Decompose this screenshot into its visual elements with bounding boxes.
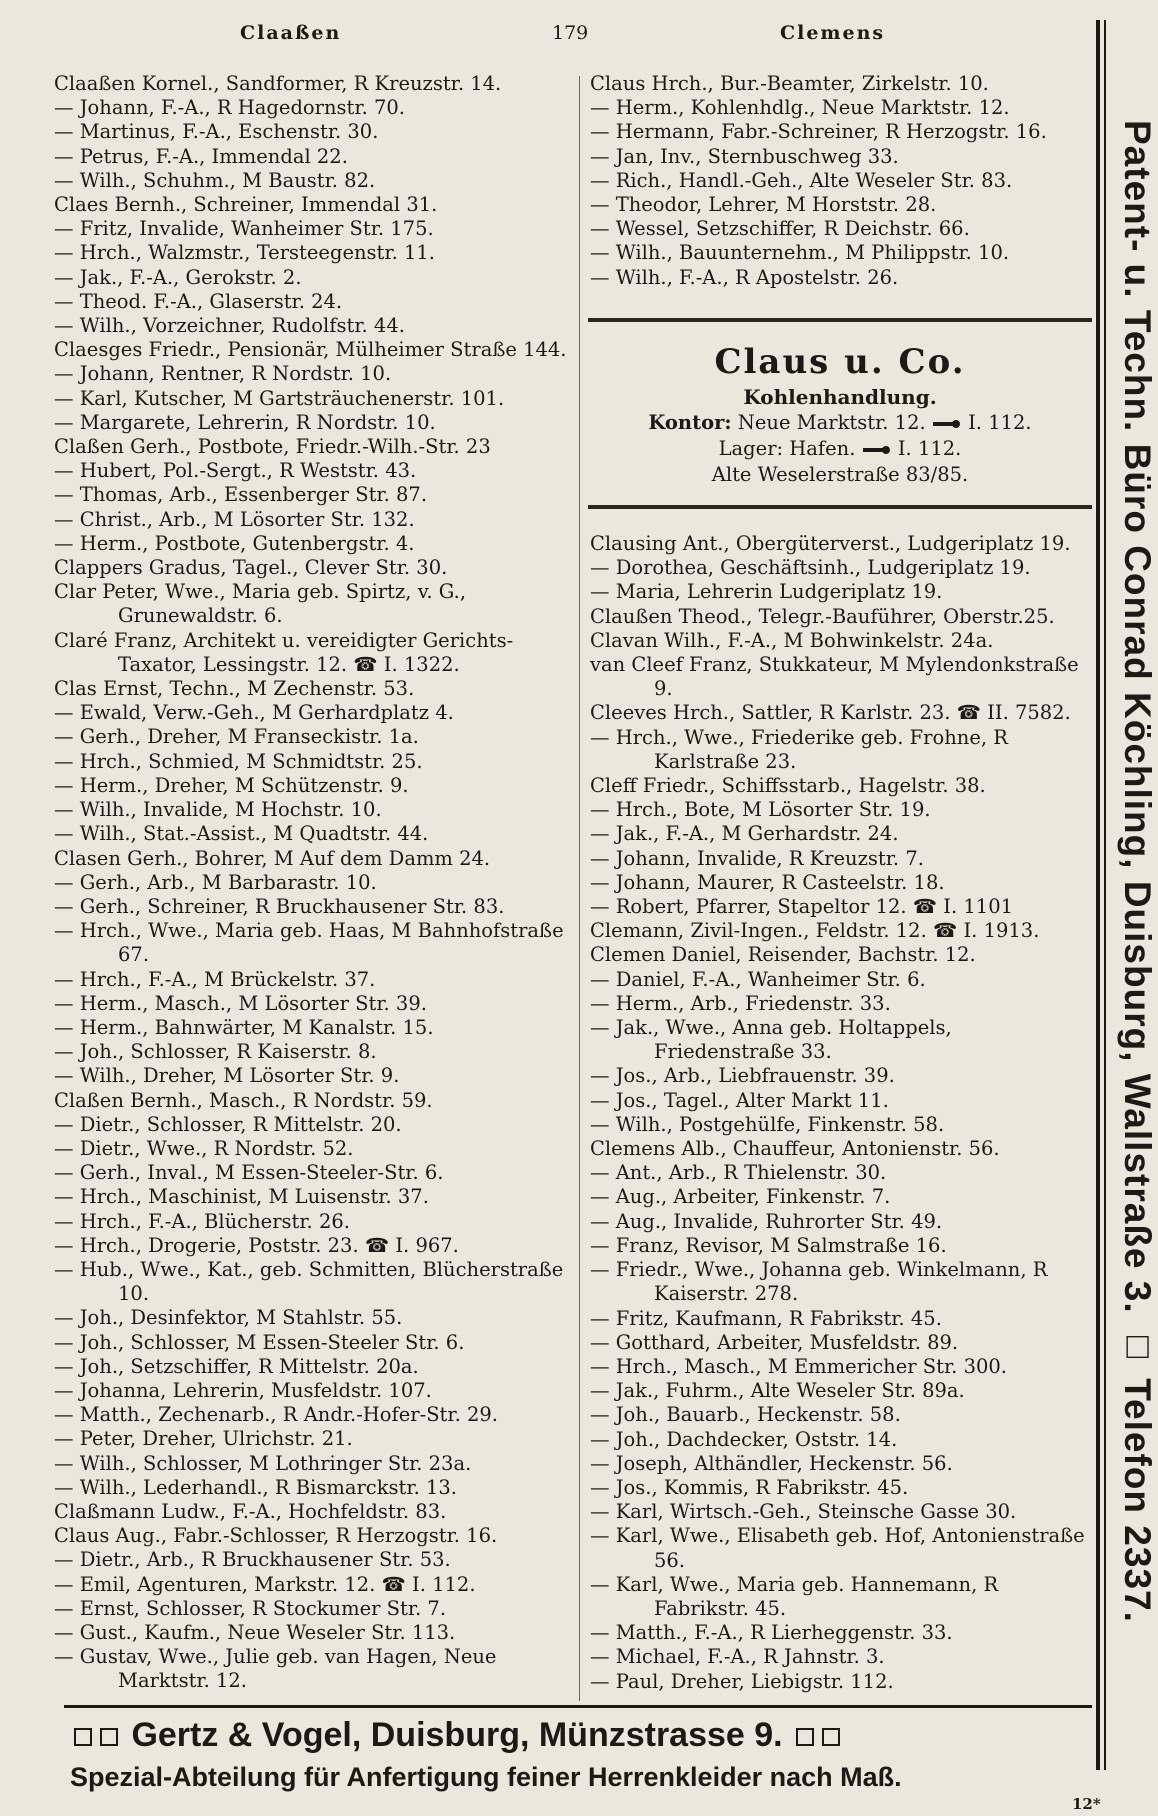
list-item: — Dietr., Wwe., R Nordstr. 52. (54, 1136, 354, 1160)
list-item: — Joh., Bauarb., Heckenstr. 58. (590, 1403, 901, 1427)
kontor-label: Kontor: (648, 411, 732, 434)
telephone-icon (932, 419, 962, 429)
ad-lager-line (588, 436, 1092, 462)
telephone-icon (862, 445, 892, 455)
list-item: — Wilh., Invalide, M Hochstr. 10. (54, 798, 382, 822)
list-item: — Hrch., Walzmstr., Tersteegenstr. 11. (54, 241, 435, 265)
list-item: — Jos., Arb., Liebfrauenstr. 39. (590, 1064, 895, 1088)
list-item: — Hrch., Schmied, M Schmidtstr. 25. (54, 749, 423, 773)
list-item: — Dorothea, Geschäftsinh., Ludgeriplatz 19. (590, 556, 1031, 580)
list-item: — Hermann, Fabr.-Schreiner, R Herzogstr. 16. (590, 120, 1047, 144)
list-item: — Hrch., Bote, M Lösorter Str. 19. (590, 798, 931, 822)
rule-divider (588, 318, 1092, 322)
list-item: — Aug., Arbeiter, Finkenstr. 7. (590, 1185, 891, 1209)
list-item: — Jak., Fuhrm., Alte Weseler Str. 89a. (590, 1379, 965, 1403)
list-item: — Thomas, Arb., Essenberger Str. 87. (54, 483, 428, 507)
page-signature-mark: 12* (1072, 1795, 1101, 1813)
list-item: — Martinus, F.-A., Eschenstr. 30. (54, 120, 379, 144)
list-item: — Herm., Dreher, M Schützenstr. 9. (54, 773, 409, 797)
sidebar-advert: Patent- u. Techn. Büro Conrad Köchling, Duisburg, Wallstraße 3. □ Telefon 2337. (1117, 120, 1158, 1623)
list-item: — Daniel, F.-A., Wanheimer Str. 6. (590, 967, 926, 991)
list-item: — Aug., Invalide, Ruhrorter Str. 49. (590, 1209, 943, 1233)
list-item: — Jak., F.-A., M Gerhardstr. 24. (590, 822, 899, 846)
list-item: — Hub., Wwe., Kat., geb. Schmitten, Blücherstraße 10. (54, 1257, 564, 1306)
list-item: — Joh., Dachdecker, Oststr. 14. (590, 1427, 898, 1451)
list-item: — Hubert, Pol.-Sergt., R Weststr. 43. (54, 459, 417, 483)
list-item: — Wilh., Dreher, M Lösorter Str. 9. (54, 1064, 400, 1088)
list-item: Claußen Theod., Telegr.-Bauführer, Oberstr.25. (590, 604, 1055, 628)
list-item: — Wilh., Schuhm., M Baustr. 82. (54, 168, 376, 192)
list-item: — Ernst, Schlosser, R Stockumer Str. 7. (54, 1596, 447, 1620)
list-item: — Theod. F.-A., Glaserstr. 24. (54, 289, 343, 313)
list-item: — Gotthard, Arbeiter, Musfeldstr. 89. (590, 1330, 959, 1354)
list-item: — Karl, Wwe., Maria geb. Hannemann, R Fabrikstr. 45. (590, 1572, 999, 1620)
list-item: Clasen Gerh., Bohrer, M Auf dem Damm 24. (54, 846, 491, 870)
list-item: — Herm., Masch., M Lösorter Str. 39. (54, 991, 427, 1015)
right-column-bottom (590, 532, 1090, 1694)
list-item: — Joh., Setzschiffer, R Mittelstr. 20a. (54, 1354, 419, 1378)
list-item: van Cleef Franz, Stukkateur, M Mylendonkstraße 9. (590, 653, 1079, 701)
list-item: — Michael, F.-A., R Jahnstr. 3. (590, 1645, 885, 1669)
list-item: Clappers Gradus, Tagel., Clever Str. 30. (54, 556, 448, 580)
list-item: — Jos., Kommis, R Fabrikstr. 45. (590, 1475, 909, 1499)
right-column-top (590, 72, 1090, 290)
list-item: Clavan Wilh., F.-A., M Bohwinkelstr. 24a. (590, 628, 994, 652)
list-item: — Wilh., Bauunternehm., M Philippstr. 10. (590, 241, 1010, 265)
list-item: — Wilh., F.-A., R Apostelstr. 26. (590, 265, 899, 289)
list-item: Claesges Friedr., Pensionär, Mülheimer Straße 144. (54, 338, 567, 362)
list-item: Claßen Gerh., Postbote, Friedr.-Wilh.-Str. 23 (54, 435, 491, 459)
list-item: Clas Ernst, Techn., M Zechenstr. 53. (54, 677, 415, 701)
list-item: — Herm., Bahnwärter, M Kanalstr. 15. (54, 1015, 434, 1039)
list-item: — Dietr., Arb., R Bruckhausener Str. 53. (54, 1548, 451, 1572)
list-item: — Hrch., Maschinist, M Luisenstr. 37. (54, 1185, 429, 1209)
list-item: — Margarete, Lehrerin, R Nordstr. 10. (54, 410, 436, 434)
list-item: — Peter, Dreher, Ulrichstr. 21. (54, 1427, 353, 1451)
kontor-address: Neue Marktstr. 12. (737, 411, 926, 434)
list-item: — Karl, Wirtsch.-Geh., Steinsche Gasse 30. (590, 1500, 1017, 1524)
list-item: — Matth., Zechenarb., R Andr.-Hofer-Str. 29. (54, 1403, 498, 1427)
list-item: — Petrus, F.-A., Immendal 22. (54, 144, 348, 168)
page-number: 179 (552, 22, 589, 44)
list-item: — Karl, Wwe., Elisabeth geb. Hof, Antonienstraße 56. (590, 1524, 1085, 1572)
list-item: Cleeves Hrch., Sattler, R Karlstr. 23. ☎ II. 7582. (590, 701, 1071, 725)
list-item: — Hrch., Wwe., Friederike geb. Frohne, R Karlstraße 23. (590, 725, 1008, 773)
ad-kontor-line (588, 410, 1092, 436)
list-item: — Wilh., Schlosser, M Lothringer Str. 23a. (54, 1451, 472, 1475)
list-item: — Fritz, Invalide, Wanheimer Str. 175. (54, 217, 434, 241)
list-item: — Rich., Handl.-Geh., Alte Weseler Str. 83. (590, 168, 1013, 192)
list-item: — Johann, Maurer, R Casteelstr. 18. (590, 870, 945, 894)
list-item: — Johann, Invalide, R Kreuzstr. 7. (590, 846, 924, 870)
lager-label: Lager: (718, 437, 784, 460)
list-item: — Joh., Schlosser, R Kaiserstr. 8. (54, 1040, 377, 1064)
rule-divider (588, 505, 1092, 509)
list-item: — Gustav, Wwe., Julie geb. van Hagen, Neue Marktstr. 12. (54, 1645, 497, 1693)
list-item: — Jan, Inv., Sternbuschweg 33. (590, 144, 899, 168)
list-item: — Emil, Agenturen, Markstr. 12. ☎ I. 112. (54, 1572, 476, 1596)
list-item: — Hrch., Masch., M Emmericher Str. 300. (590, 1354, 1007, 1378)
list-item: — Friedr., Wwe., Johanna geb. Winkelmann, R Kaiserstr. 278. (590, 1258, 1048, 1306)
list-item: — Ewald, Verw.-Geh., M Gerhardplatz 4. (54, 701, 454, 725)
list-item: — Hrch., F.-A., Blücherstr. 26. (54, 1209, 350, 1233)
list-item: — Hrch., F.-A., M Brückelstr. 37. (54, 967, 376, 991)
list-item: — Gerh., Arb., M Barbarastr. 10. (54, 870, 377, 894)
list-item: — Dietr., Schlosser, R Mittelstr. 20. (54, 1112, 402, 1136)
list-item: Clausing Ant., Obergüterverst., Ludgeriplatz 19. (590, 532, 1071, 555)
list-item: — Jos., Tagel., Alter Markt 11. (590, 1088, 889, 1112)
column-divider (579, 76, 580, 1701)
ad-title: Claus u. Co. (714, 342, 966, 382)
square-ornament-icon (822, 1728, 840, 1746)
list-item: Clemens Alb., Chauffeur, Antonienstr. 56. (590, 1137, 1000, 1161)
list-item: Cleff Friedr., Schiffsstarb., Hagelstr. 38. (590, 774, 986, 798)
square-ornament-icon (74, 1728, 92, 1746)
list-item: — Hrch., Drogerie, Poststr. 23. ☎ I. 967. (54, 1233, 459, 1257)
list-item: — Wilh., Vorzeichner, Rudolfstr. 44. (54, 314, 405, 338)
list-item: — Maria, Lehrerin Ludgeriplatz 19. (590, 580, 943, 604)
sidebar-rule (1104, 20, 1106, 1770)
list-item: — Hrch., Wwe., Maria geb. Haas, M Bahnhofstraße 67. (54, 919, 564, 967)
list-item: Clemen Daniel, Reisender, Bachstr. 12. (590, 943, 976, 967)
list-item: — Theodor, Lehrer, M Horststr. 28. (590, 193, 937, 217)
list-item: — Johanna, Lehrerin, Musfeldstr. 107. (54, 1378, 432, 1402)
list-item: — Herm., Postbote, Gutenbergstr. 4. (54, 531, 415, 555)
list-item: — Gerh., Schreiner, R Bruckhausener Str. 83. (54, 894, 505, 918)
square-ornament-icon (796, 1728, 814, 1746)
footer-advert-line1 (70, 1716, 1100, 1755)
list-item: — Fritz, Kaufmann, R Fabrikstr. 45. (590, 1306, 942, 1330)
header-right: Clemens (780, 22, 886, 44)
footer-rule (64, 1705, 1092, 1708)
list-item: — Ant., Arb., R Thielenstr. 30. (590, 1161, 887, 1185)
list-item: Claßmann Ludw., F.-A., Hochfeldstr. 83. (54, 1499, 447, 1523)
ad-subtitle: Kohlenhandlung. (743, 385, 937, 409)
list-item: — Herm., Arb., Friedenstr. 33. (590, 991, 891, 1015)
list-item: Clar Peter, Wwe., Maria geb. Spirtz, v. G., Grunewaldstr. 6. (54, 580, 467, 628)
kontor-phone: I. 112. (968, 411, 1032, 434)
list-item: — Joseph, Althändler, Heckenstr. 56. (590, 1451, 953, 1475)
sidebar-rule (1096, 20, 1100, 1770)
list-item: — Franz, Revisor, M Salmstraße 16. (590, 1233, 947, 1257)
list-item: — Paul, Dreher, Liebigstr. 112. (590, 1669, 894, 1693)
business-ad-block (588, 340, 1092, 488)
list-item: — Joh., Schlosser, M Essen-Steeler Str. 6. (54, 1330, 465, 1354)
list-item: — Gust., Kaufm., Neue Weseler Str. 113. (54, 1621, 456, 1644)
list-item: — Johann, Rentner, R Nordstr. 10. (54, 362, 392, 386)
list-item: Claré Franz, Architekt u. vereidigter Gerichts-Taxator, Lessingstr. 12. ☎ I. 1322. (54, 628, 514, 676)
list-item: Claus Aug., Fabr.-Schlosser, R Herzogstr. 16. (54, 1524, 498, 1548)
list-item: — Wilh., Stat.-Assist., M Quadtstr. 44. (54, 822, 429, 846)
list-item: — Wessel, Setzschiffer, R Deichstr. 66. (590, 217, 970, 241)
list-item: — Jak., F.-A., Gerokstr. 2. (54, 265, 302, 289)
list-item: — Robert, Pfarrer, Stapeltor 12. ☎ I. 1101 (590, 895, 1014, 919)
list-item: — Matth., F.-A., R Lierheggenstr. 33. (590, 1621, 953, 1645)
list-item: Clemann, Zivil-Ingen., Feldstr. 12. ☎ I. 1913. (590, 919, 1040, 943)
list-item: — Gerh., Dreher, M Franseckistr. 1a. (54, 725, 419, 749)
list-item: Claes Bernh., Schreiner, Immendal 31. (54, 193, 438, 217)
list-item: — Jak., Wwe., Anna geb. Holtappels, Friedenstraße 33. (590, 1016, 952, 1064)
left-column (54, 72, 578, 1694)
square-ornament-icon (100, 1728, 118, 1746)
list-item: Claaßen Kornel., Sandformer, R Kreuzstr. 14. (54, 72, 502, 95)
list-item: — Christ., Arb., M Lösorter Str. 132. (54, 507, 415, 531)
list-item: Claus Hrch., Bur.-Beamter, Zirkelstr. 10. (590, 72, 989, 95)
footer-line1: Gertz & Vogel, Duisburg, Münzstrasse 9. (131, 1716, 783, 1754)
footer-advert-line2: Spezial-Abteilung für Anfertigung feiner Herrenkleider nach Maß. (70, 1762, 902, 1792)
lager-address: Hafen. (789, 437, 856, 460)
list-item: Claßen Bernh., Masch., R Nordstr. 59. (54, 1088, 433, 1112)
list-item: — Herm., Kohlenhdlg., Neue Marktstr. 12. (590, 96, 1010, 120)
ad-address-2: Alte Weselerstraße 83/85. (711, 463, 969, 486)
list-item: — Joh., Desinfektor, M Stahlstr. 55. (54, 1306, 403, 1330)
header-left: Claaßen (240, 22, 342, 44)
list-item: — Karl, Kutscher, M Gartsträuchenerstr. 101. (54, 386, 505, 410)
list-item: — Gerh., Inval., M Essen-Steeler-Str. 6. (54, 1161, 444, 1185)
list-item: — Johann, F.-A., R Hagedornstr. 70. (54, 96, 405, 120)
list-item: — Wilh., Postgehülfe, Finkenstr. 58. (590, 1112, 945, 1136)
lager-phone: I. 112. (897, 437, 962, 460)
list-item: — Wilh., Lederhandl., R Bismarckstr. 13. (54, 1475, 457, 1499)
